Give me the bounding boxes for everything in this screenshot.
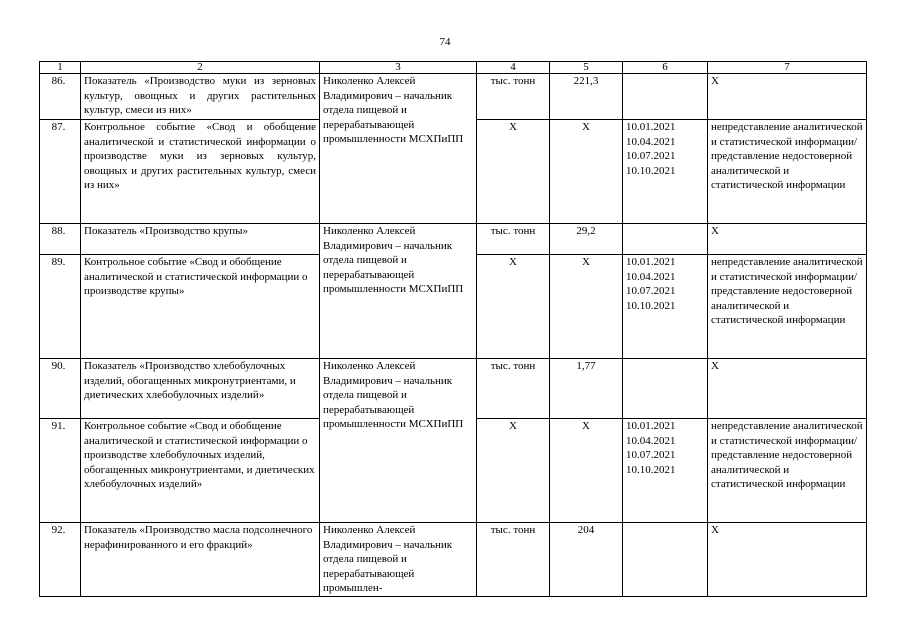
- report-date: 10.04.2021: [626, 434, 676, 447]
- table-row: [40, 359, 867, 419]
- row-dates: [623, 255, 708, 359]
- row-unit: X: [477, 120, 550, 224]
- row-unit: X: [477, 255, 550, 359]
- report-date: 10.07.2021: [626, 449, 676, 462]
- row-unit: тыс. тонн: [477, 523, 550, 597]
- row-responsible: Николенко Алексей Владимирович – начальник отдела пищевой и перерабатывающей промышленности МСХПиПП: [320, 74, 477, 224]
- row-unit: тыс. тонн: [477, 224, 550, 255]
- table-row: [40, 523, 867, 597]
- row-number: 92.: [40, 523, 81, 597]
- row-name: Контрольное событие «Свод и обобщение аналитической и статистической информации о производстве муки из зерновых культур, овощных и других растительных культур, смеси из них»: [81, 120, 320, 224]
- row-number: 91.: [40, 419, 81, 523]
- row-dates: [623, 120, 708, 224]
- row-name: Показатель «Производство крупы»: [81, 224, 320, 255]
- report-date: 10.10.2021: [626, 299, 676, 312]
- header-cell: 2: [81, 62, 320, 74]
- row-responsible: Николенко Алексей Владимирович – начальник отдела пищевой и перерабатывающей промышленности МСХПиПП: [320, 224, 477, 359]
- table-row: [40, 74, 867, 120]
- row-unit: X: [477, 419, 550, 523]
- row-note: непредставление аналитической и статистической информации/ представление недостоверной аналитической и статистической информации: [708, 120, 867, 224]
- row-unit: тыс. тонн: [477, 359, 550, 419]
- row-name: Показатель «Производство масла подсолнечного нерафинированного и его фракций»: [81, 523, 320, 597]
- header-cell: 3: [320, 62, 477, 74]
- row-note: X: [708, 224, 867, 255]
- report-date: 10.07.2021: [626, 285, 676, 298]
- row-responsible: Николенко Алексей Владимирович – начальник отдела пищевой и перерабатывающей промышлен-: [320, 523, 477, 597]
- row-dates: [623, 419, 708, 523]
- row-value: 29,2: [550, 224, 623, 255]
- row-name: Показатель «Производство муки из зерновых культур, овощных и других растительных культур, смеси из них»: [81, 74, 320, 120]
- table-header-row: [40, 62, 867, 74]
- row-responsible: Николенко Алексей Владимирович – начальник отдела пищевой и перерабатывающей промышленности МСХПиПП: [320, 359, 477, 523]
- indicators-table: [39, 61, 867, 597]
- row-dates: [623, 359, 708, 419]
- row-unit: тыс. тонн: [477, 74, 550, 120]
- row-value: 204: [550, 523, 623, 597]
- row-dates: [623, 523, 708, 597]
- header-cell: 6: [623, 62, 708, 74]
- row-number: 88.: [40, 224, 81, 255]
- header-cell: 7: [708, 62, 867, 74]
- row-dates: [623, 224, 708, 255]
- row-value: 221,3: [550, 74, 623, 120]
- row-note: X: [708, 359, 867, 419]
- row-name: Контрольное событие «Свод и обобщение аналитической и статистической информации о производстве хлебобулочных изделий, обогащенных микронутриентами, и диетических хлебобулочных изделий»: [81, 419, 320, 523]
- row-number: 86.: [40, 74, 81, 120]
- header-cell: 1: [40, 62, 81, 74]
- report-date: 10.10.2021: [626, 164, 676, 177]
- header-cell: 5: [550, 62, 623, 74]
- row-value: X: [550, 255, 623, 359]
- page-number: 74: [439, 36, 451, 48]
- row-number: 90.: [40, 359, 81, 419]
- row-note: непредставление аналитической и статистической информации/ представление недостоверной аналитической и статистической информации: [708, 255, 867, 359]
- row-value: X: [550, 120, 623, 224]
- report-date: 10.01.2021: [626, 121, 676, 133]
- row-note: X: [708, 523, 867, 597]
- row-number: 87.: [40, 120, 81, 224]
- report-date: 10.04.2021: [626, 270, 676, 283]
- row-dates: [623, 74, 708, 120]
- table-row: [40, 224, 867, 255]
- row-number: 89.: [40, 255, 81, 359]
- row-note: X: [708, 74, 867, 120]
- report-date: 10.10.2021: [626, 463, 676, 476]
- row-value: X: [550, 419, 623, 523]
- report-date: 10.01.2021: [626, 420, 676, 432]
- row-name: Показатель «Производство хлебобулочных изделий, обогащенных микронутриентами, и диетических хлебобулочных изделий»: [81, 359, 320, 419]
- report-date: 10.04.2021: [626, 135, 676, 148]
- report-date: 10.01.2021: [626, 256, 676, 268]
- row-note: непредставление аналитической и статистической информации/ представление недостоверной аналитической и статистической информации: [708, 419, 867, 523]
- row-name: Контрольное событие «Свод и обобщение аналитической и статистической информации о производстве крупы»: [81, 255, 320, 359]
- header-cell: 4: [477, 62, 550, 74]
- row-value: 1,77: [550, 359, 623, 419]
- report-date: 10.07.2021: [626, 150, 676, 163]
